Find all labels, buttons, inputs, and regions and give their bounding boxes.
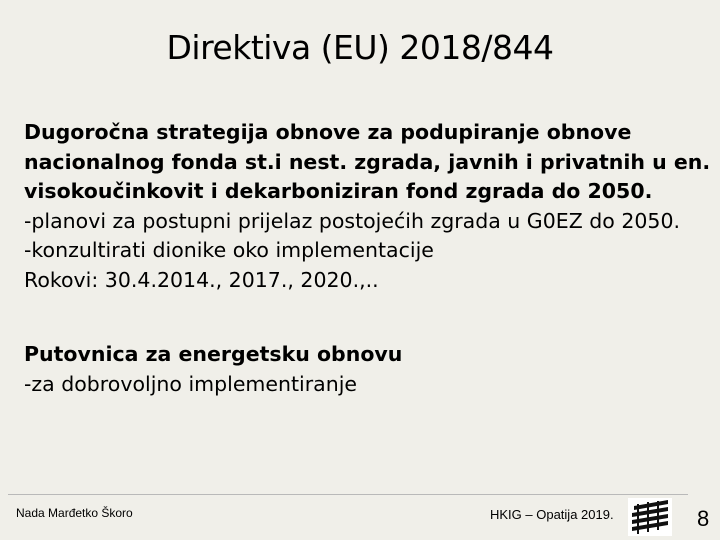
consult-line: -konzultirati dionike oko implementacije (24, 238, 434, 262)
slide-body (24, 118, 711, 399)
page-number: 8 (697, 506, 710, 531)
paragraph-spacer (24, 295, 704, 340)
deadlines-line: Rokovi: 30.4.2014., 2017., 2020.,.. (24, 267, 379, 292)
hkig-logo-icon (628, 498, 672, 536)
passport-heading: Putovnica za energetsku obnovu (24, 342, 403, 366)
strategy-line-2: nacionalnog fonda st.i nest. zgrada, javnih i privatnih u en. (24, 149, 711, 174)
footer-author: Nada Marđetko Škoro (16, 506, 133, 520)
voluntary-line: -za dobrovoljno implementiranje (24, 371, 358, 396)
footer-event: HKIG – Opatija 2019. (490, 507, 614, 522)
plans-line: -planovi za postupni prijelaz postojećih zgrada u G0EZ do 2050. (24, 208, 681, 233)
footer-divider (8, 494, 688, 495)
strategy-line-1: Dugoročna strategija obnove za podupiranje obnove (24, 120, 632, 144)
strategy-line-3: visokoučinkovit i dekarboniziran fond zgrada do 2050. (24, 179, 653, 203)
slide-title: Direktiva (EU) 2018/844 (166, 28, 554, 67)
